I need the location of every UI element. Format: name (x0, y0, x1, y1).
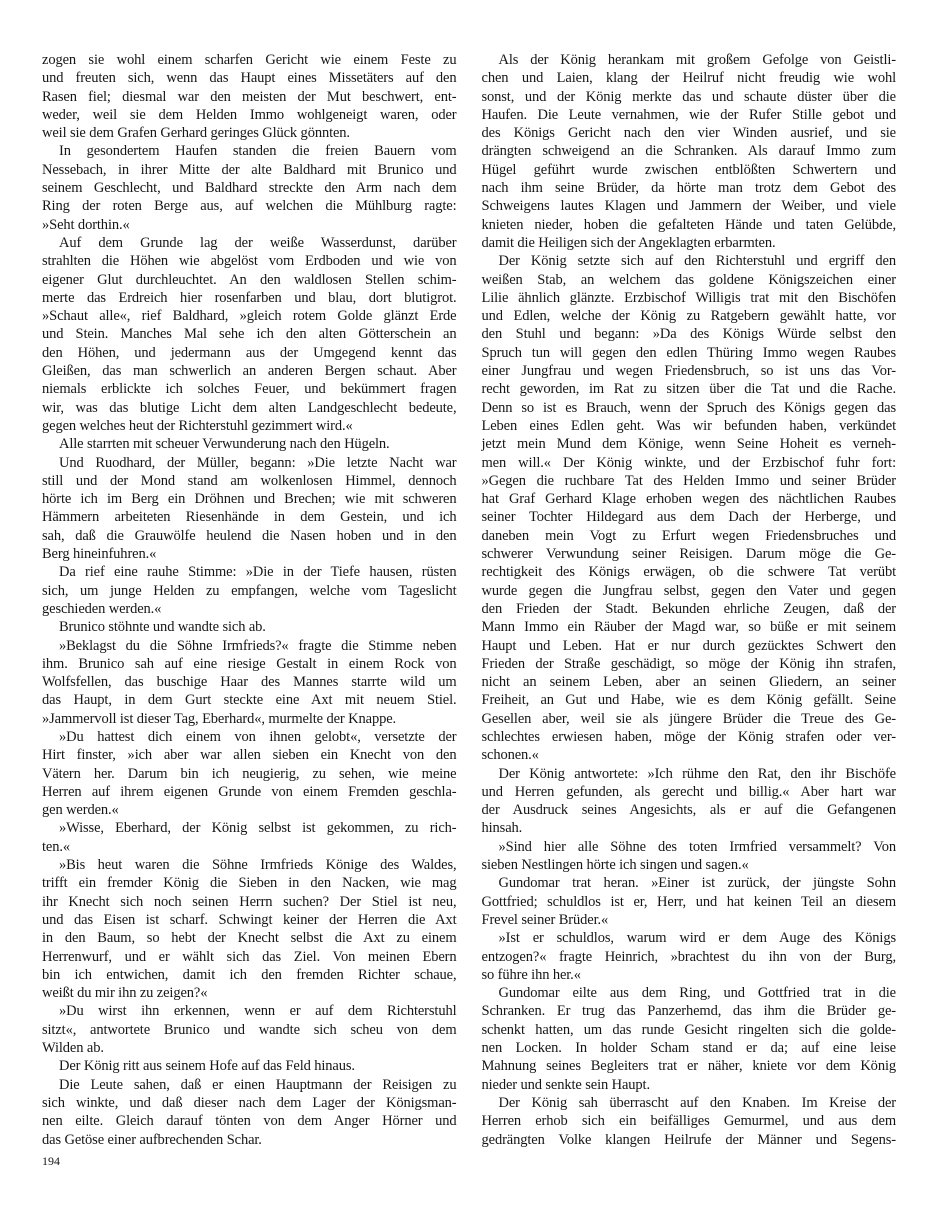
text-line: Gottfried; schuldlos ist er, Herr, und hat keinen Teil an diesem (481, 893, 896, 910)
text-line: nen Locken. In holder Scham stand er da; auf eine leise (481, 1040, 896, 1057)
text-line: »Du wirst ihn erkennen, wenn er auf dem Richterstuhl (59, 1003, 457, 1020)
text-line: Da rief eine rauhe Stimme: »Die in der Tiefe hausen, rüsten (59, 564, 457, 581)
text-line: Gleißen, das man schwerlich an anderen Bergen schaut. Aber (42, 363, 457, 380)
text-line: Gundomar eilte aus dem Ring, und Gottfried trat in die (498, 985, 896, 1002)
text-line: schenkt hatten, um das runde Gesicht ringelten sich die golde- (481, 1021, 896, 1038)
text-line: Mann Immo ein Räuber der Magd war, so büße er mit seinem (481, 619, 896, 636)
text-line: Alle starrten mit scheuer Verwunderung nach den Hügeln. (59, 436, 390, 453)
text-line: und freuten sich, wenn das Haupt eines Missetäters auf den (42, 70, 457, 87)
text-line: chen und Laien, klang der Heilruf nicht freudig wie wohl (481, 70, 896, 87)
text-line: In gesondertem Haufen standen die freien Bauern vom (59, 143, 457, 160)
text-line: sieben Nestlingen hörte ich singen und sagen.« (481, 857, 749, 874)
text-line: Gesellen aber, weil sie als jüngere Brüder die Treue des Ge- (481, 710, 896, 727)
text-line: Gundomar trat heran. »Einer ist zurück, der jüngste Sohn (498, 875, 896, 892)
text-line: Frevel seiner Brüder.« (481, 911, 609, 928)
text-column-left (42, 51, 457, 1149)
text-line: Die Leute sahen, daß er einen Hauptmann der Reisigen zu (59, 1076, 457, 1093)
text-line: das Getöse einer aufbrechenden Schar. (42, 1131, 262, 1148)
text-line: Auf dem Grunde lag der weiße Wasserdunst, darüber (59, 234, 457, 251)
text-line: Leben eines Edlen geht. Was wir befunden haben, verkündet (481, 417, 896, 434)
text-line: »Du hattest dich einem von ihnen gelobt«, versetzte der (59, 728, 457, 745)
text-line: und Edlen, welche der König zu Ratgebern gewählt hatte, vor (481, 308, 896, 325)
text-line: Schweigens lautes Klagen und Jammern der Weiber, und viele (481, 198, 896, 215)
text-line: den Stuhl und begann: »Da des Königs Würde selbst den (481, 326, 896, 343)
text-line: hat Graf Gerhard Klage erhoben wegen des nächtlichen Raubes (481, 491, 896, 508)
text-line: Hügel geführt wurde zwischen entblößten Schwertern und (481, 161, 896, 178)
text-line: Der König setzte sich auf den Richterstuhl und ergriff den (498, 253, 896, 270)
text-line: weißt du mir ihn zu zeigen?« (42, 985, 208, 1002)
text-line: Hämmern arbeiteten Riesenhände in dem Gestein, und ich (42, 509, 457, 526)
text-line: hinsah. (481, 820, 523, 837)
text-line: Spruch tun will gegen den edlen Thüring Immo wegen Raubes (481, 344, 896, 361)
page-number: 194 (42, 1153, 60, 1168)
text-line: Der König antwortete: »Ich rühme den Rat, den ihr Bischöfe (498, 765, 896, 782)
text-line: schlechtes erwiesen haben, möge der König strafen oder ver- (481, 728, 896, 745)
text-line: nicht an seinem Leben, aber an seinen Gliedern, an seiner (481, 674, 896, 691)
text-line: Herren auf ihrem eigenen Grunde von einem Fremden geschla- (42, 783, 457, 800)
text-line: Als der König herankam mit großem Gefolge von Geistli- (498, 52, 896, 68)
text-line: Rasen fiel; diesmal war den meisten der Mut beschwert, ent- (42, 88, 457, 105)
text-line: Freiheit, an Gut und Habe, wie es dem König gefällt. Seine (481, 692, 896, 709)
text-line: geschieden werden.« (42, 600, 162, 617)
text-line: »Wisse, Eberhard, der König selbst ist gekommen, zu rich- (59, 820, 457, 837)
text-line: bin ich entwichen, damit ich den fremden Richter schaue, (42, 966, 457, 983)
text-line: wurde gegen die Jungfrau selbst, gegen den Vater und gegen (481, 582, 896, 599)
text-line: sonst, und der König merkte das und schaute düster über die (481, 88, 896, 105)
text-line: sitzt«, antwortete Brunico und wandte sich scheu von dem (42, 1021, 457, 1038)
text-line: Herren erhob sich ein beifälliges Gemurmel, und aus dem (481, 1113, 896, 1130)
text-line: ten.« (42, 838, 70, 855)
text-line: Herrenwurf, und er wählt sich das Ziel. Von meinen Ebern (42, 948, 457, 965)
text-line: niemals erblickte ich solches Feuer, und bekümmert fragen (42, 381, 457, 398)
text-line: »Ist er schuldlos, warum wird er dem Auge des Königs (498, 930, 896, 947)
text-columns (42, 51, 896, 1149)
text-line: merte das Erdreich hier rosenfarben und blau, dort blutigrot. (42, 289, 457, 306)
text-line: schonen.« (481, 747, 539, 764)
text-line: damit die Heiligen sich der Angeklagten erbarmten. (481, 234, 776, 251)
text-line: Mahnung seines Begleiters trat er näher, kniete vor dem König (481, 1058, 896, 1075)
text-line: Der König sah überrascht auf den Knaben. Im Kreise der (498, 1094, 896, 1111)
text-line: seinem Geschlecht, und Baldhard streckte den Arm nach dem (42, 180, 457, 197)
text-line: Haupt und Leben. Hat er nur durch gezücktes Schwert den (481, 637, 896, 654)
text-line: und das Eisen ist scharf. Schwingt keiner der Herren die Axt (42, 911, 457, 928)
text-line: Denn so ist es Brauch, wenn der Spruch des Königs gegen das (481, 399, 896, 416)
text-line: Berg hineinfuhren.« (42, 546, 157, 563)
text-line: und Stein. Manches Mal sehe ich den alten Götterschein an (42, 326, 457, 343)
text-line: Der König ritt aus seinem Hofe auf das Feld hinaus. (59, 1058, 355, 1075)
text-line: »Gegen die ruchbare Tat des Helden Immo und seiner Brüder (481, 472, 896, 489)
text-line: men will.« Der König winkte, und der Erzbischof fuhr fort: (481, 454, 896, 471)
text-line: und Herren gefunden, als gerecht und billig.« Aber hart war (481, 783, 896, 800)
text-line: »Jammervoll ist dieser Tag, Eberhard«, murmelte der Knappe. (42, 710, 397, 727)
text-line: »Bis heut waren die Söhne Irmfrieds Könige des Waldes, (59, 857, 457, 874)
text-line: »Schaut alle«, rief Baldhard, »gleich rotem Golde glänzt Erde (42, 308, 457, 325)
text-line: hörte ich im Berg ein Dröhnen und Brechen; wie mit schweren (42, 491, 457, 508)
text-line: in den Baum, so hebt der Knecht selbst die Axt zu einem (42, 930, 457, 947)
text-line: Vätern her. Darum bin ich neugierig, zu sehen, wie meine (42, 765, 457, 782)
text-line: daneben mein Vogt zu Erfurt wegen Friedensbruches und (481, 527, 896, 544)
text-line: nach ihm seine Brüder, da hörte man trotz dem Gebot des (481, 180, 896, 197)
text-line: nen eilte. Gleich darauf tönten von dem Anger Hörner und (42, 1113, 457, 1130)
text-line: weißen Stab, an welchem das goldene Königszeichen einer (481, 271, 896, 288)
text-line: trifft ein fremder König die Sieben in den Nacken, wie mag (42, 875, 457, 892)
text-line: des Königs Gericht nach den vier Winden ausrief, und sie (481, 125, 896, 142)
text-line: den Höhen, und jedermann aus der Umgegend kennt das (42, 344, 457, 361)
text-line: gegen welches heut der Richterstuhl gezimmert wird.« (42, 417, 353, 434)
text-line: ihm. Brunico sah auf eine riesige Gestalt in einem Rock von (42, 655, 457, 672)
text-line: Brunico stöhnte und wandte sich ab. (59, 619, 266, 636)
text-line: weil sie dem Grafen Gerhard geringes Glück gönnten. (42, 125, 350, 142)
text-line: drängten schweigend an die Schranken. Als darauf Immo zum (481, 143, 896, 160)
text-line: einer Jungfrau und wegen Friedensbruch, so ist uns das Vor- (481, 363, 896, 380)
text-line: den Frieden der Stadt. Bekunden ehrliche Zeugen, daß der (481, 600, 896, 617)
text-line: ihr Knecht sich noch seinen Herrn suchen? Der Stiel ist neu, (42, 893, 457, 910)
text-line: zogen sie wohl einem scharfen Gericht wie einem Feste zu (42, 52, 457, 68)
text-line: Hirt finster, »ich aber war allen sieben ein Knecht von den (42, 747, 457, 764)
text-line: Frieden der Straße geschädigt, so möge der König ihn strafen, (481, 655, 896, 672)
text-line: »Sind hier alle Söhne des toten Irmfried versammelt? Von (498, 838, 896, 855)
text-line: weder, weil sie dem Helden Immo wohlgeneigt waren, oder (42, 106, 457, 123)
text-line: seiner Tochter Hildegard aus dem Dach der Herberge, und (481, 509, 896, 526)
text-line: »Beklagst du die Söhne Irmfrieds?« fragte die Stimme neben (59, 637, 457, 654)
text-line: wir, was das blutige Licht dem alten Landgeschlecht bedeute, (42, 399, 457, 416)
text-line: Lilie ähnlich glänzte. Erzbischof Willigis trat mit den Bischöfen (481, 289, 896, 306)
text-line: Wolfsfellen, das buschige Haar des Mannes starrte wild um (42, 674, 457, 691)
text-line: Wilden ab. (42, 1040, 104, 1057)
text-line: Und Ruodhard, der Müller, begann: »Die letzte Nacht war (59, 454, 457, 471)
text-line: Haufen. Die Leute vernahmen, wie der Rufer Stille gebot und (481, 106, 896, 123)
text-line: sich, um junge Helden zu empfangen, welche vom Tageslicht (42, 582, 457, 599)
text-line: »Seht dorthin.« (42, 216, 130, 233)
text-line: sich winkte, und daß dieser nach dem Lager der Königsman- (42, 1094, 457, 1111)
text-line: Schranken. Er trug das Panzerhemd, das ihm die Brüder ge- (481, 1003, 896, 1020)
text-line: knieten nieder, hoben die gefalteten Hände und taten Gelübde, (481, 216, 896, 233)
text-line: entzogen?« fragte Heinrich, »brachtest du ihn von der Burg, (481, 948, 896, 965)
text-line: rechtigkeit des Königs erwägen, ob die schwere Tat verübt (481, 564, 896, 581)
text-line: gedrängten Volke klangen Heilrufe der Männer und Segens- (481, 1131, 896, 1148)
text-line: strahlten die Höhen wie abgelöst vom Erdboden und wie von (42, 253, 457, 270)
text-column-right (482, 51, 897, 1149)
text-line: Nessebach, in ihrer Mitte der alte Baldhard mit Brunico und (42, 161, 457, 178)
text-line: sah, daß die Grauwölfe heulend die Nasen hoben und in den (42, 527, 457, 544)
text-line: jetzt mein Mund dem Könige, wenn Seine Hoheit es verneh- (481, 436, 896, 453)
text-line: so führe ihn her.« (481, 966, 581, 983)
text-line: eigener Glut durchleuchtet. An den waldlosen Stellen schim- (42, 271, 457, 288)
text-line: das Haupt, in dem Gurt steckte eine Axt mit neuem Stiel. (42, 692, 457, 709)
text-line: gen werden.« (42, 802, 119, 819)
text-line: recht geworden, im Rat zu sitzen über die Tat und die Rache. (481, 381, 896, 398)
text-line: Ring der roten Berge aus, auf welchen die Mühlburg ragte: (42, 198, 457, 215)
text-line: schwerer Verwundung seiner Reisigen. Darum möge die Ge- (481, 546, 896, 563)
text-line: der Ausdruck seines Angesichts, als er auf die Gefangenen (481, 802, 896, 819)
text-line: still und der Mond stand am wolkenlosen Himmel, dennoch (42, 472, 457, 489)
text-line: nieder und senkte sein Haupt. (481, 1076, 650, 1093)
